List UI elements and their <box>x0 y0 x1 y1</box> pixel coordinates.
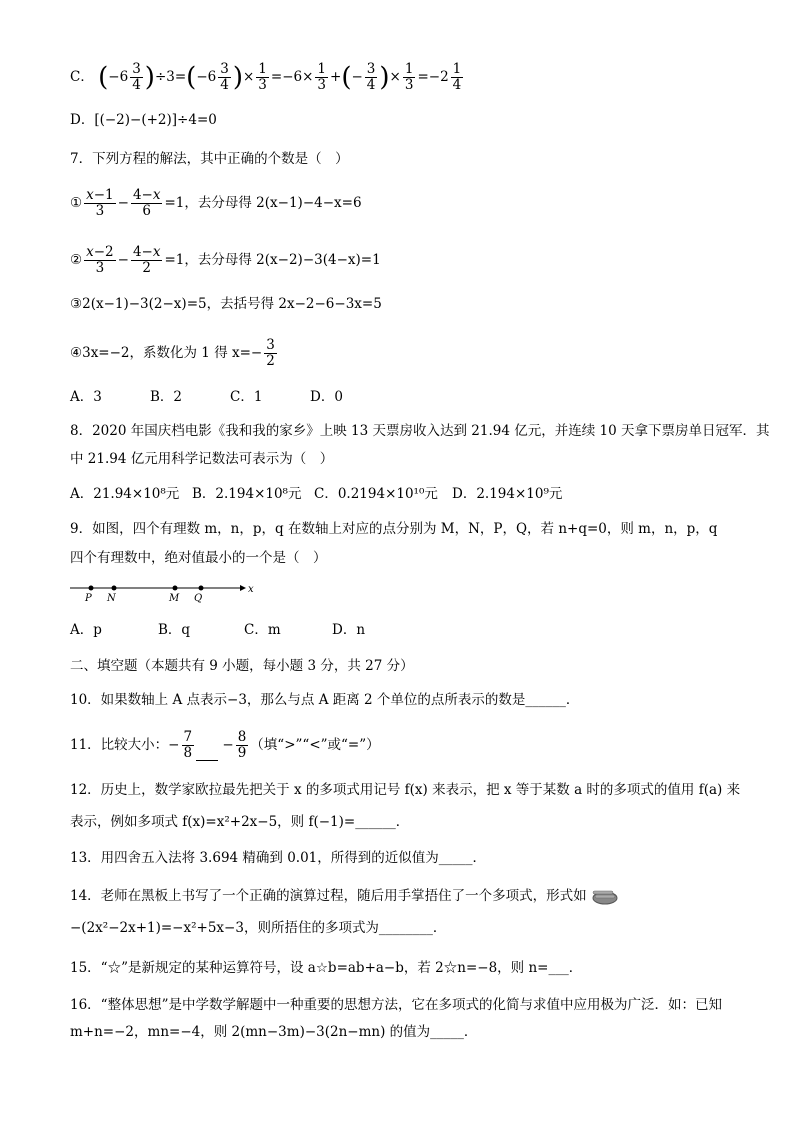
point-m <box>173 586 178 591</box>
q11-blank[interactable] <box>196 760 218 761</box>
q7-option-a[interactable]: A．3 <box>70 389 102 405</box>
label-m: M <box>169 593 180 604</box>
q8-option-d[interactable]: D．2.194×10⁹元 <box>452 486 563 502</box>
question-9-options <box>70 620 365 640</box>
point-n <box>112 586 117 591</box>
option-c-label: C． <box>70 69 94 85</box>
item-2-text: ，去分母得 2(x−2)−3(4−x)=1 <box>184 252 381 268</box>
question-8-line-1: 8．2020 年国庆档电影《我和我的家乡》上映 13 天票房收入达到 21.94 亿元，并连续 10 天拿下票房单日冠军．其 <box>70 423 770 439</box>
q7-option-b[interactable]: B．2 <box>150 389 183 405</box>
item-4-text: ④3x=−2，系数化为 1 得 x=− <box>70 345 263 361</box>
q11-text-b: （填“>”“<”或“=”） <box>250 737 380 753</box>
q14-text: 14．老师在黑板上书写了一个正确的演算过程，随后用手掌捂住了一个多项式，形式如 <box>70 888 587 904</box>
q9-option-a[interactable]: A．p <box>70 622 102 638</box>
question-14-line-1 <box>70 886 619 906</box>
section-2-heading: 二、填空题（本题共有 9 小题，每小题 3 分，共 27 分） <box>70 658 414 674</box>
q8-option-c[interactable]: C．0.2194×10¹⁰元 <box>314 486 438 502</box>
question-15: 15．“☆”是新规定的某种运算符号，设 a☆b=ab+a−b，若 2☆n=−8，则 n=___． <box>70 960 583 976</box>
q8-option-b[interactable]: B．2.194×10⁸元 <box>192 486 302 502</box>
point-p <box>89 586 94 591</box>
item-2-mark: ② <box>70 252 83 268</box>
question-8-options <box>70 484 562 504</box>
q9-option-b[interactable]: B．q <box>158 622 191 638</box>
question-9-line-2: 四个有理数中，绝对值最小的一个是（ ） <box>70 550 327 566</box>
question-7-stem: 7．下列方程的解法，其中正确的个数是（ ） <box>70 151 349 167</box>
q8-option-a[interactable]: A．21.94×10⁸元 <box>70 486 180 502</box>
question-13: 13．用四舍五入法将 3.694 精确到 0.01，所得到的近似值为_____． <box>70 850 487 866</box>
q9-option-c[interactable]: C．m <box>244 622 281 638</box>
option-d-line: D．[(−2)−(+2)]÷4=0 <box>70 112 217 128</box>
label-q: Q <box>194 593 203 604</box>
question-16-line-2: m+n=−2，mn=−4，则 2(mn−3m)−3(2n−mn) 的值为_____． <box>70 1024 478 1040</box>
question-8-line-2: 中 21.94 亿元用科学记数法可表示为（ ） <box>70 451 334 467</box>
q11-text-a: 11．比较大小：− <box>70 737 180 753</box>
q9-option-d[interactable]: D．n <box>332 622 366 638</box>
number-line-figure <box>68 578 268 606</box>
question-10: 10．如果数轴上 A 点表示−3，那么与点 A 距离 2 个单位的点所表示的数是______． <box>70 692 580 708</box>
question-7-item-1: ① $\frac{x-1}{3}$ − $\frac{4-x}{6}$ =1，去分母得 2(x−1)−4−x=6 <box>70 187 362 219</box>
axis-arrow <box>240 585 246 591</box>
q7-option-c[interactable]: C．1 <box>230 389 263 405</box>
question-12-line-1: 12．历史上，数学家欧拉最先把关于 x 的多项式用记号 f(x) 来表示，把 x 等于某数 a 时的多项式的值用 f(a) 来 <box>70 782 741 798</box>
option-c-line: C． (−6 $\frac{3}{4}$ )÷3=(−6 $\frac{3}{4}$ )× $\frac{1}{3}$ =−6× $\frac{1}{3}$ +(− $\frac{3}{4}$ )× $\frac{1}{3}$ =−2 $\frac{1}{4}$ <box>70 61 462 93</box>
palm-icon <box>591 888 619 906</box>
label-p: P <box>85 593 92 604</box>
question-11: 11．比较大小：− $\frac{7}{8}$ − $\frac{8}{9}$ （填“>”“<”或“=”） <box>70 729 380 761</box>
label-n: N <box>107 593 116 604</box>
question-7-item-4: ④3x=−2，系数化为 1 得 x=− $\frac{3}{2}$ <box>70 337 275 369</box>
question-7-item-2: ② $\frac{x-2}{3}$ − $\frac{4-x}{2}$ =1，去分母得 2(x−2)−3(4−x)=1 <box>70 244 381 276</box>
question-9-line-1: 9．如图，四个有理数 m，n，p，q 在数轴上对应的点分别为 M，N，P，Q，若 n+q=0，则 m，n，p，q <box>70 521 718 537</box>
question-7-options <box>70 387 343 407</box>
question-16-line-1: 16．“整体思想”是中学数学解题中一种重要的思想方法，它在多项式的化简与求值中应用极为广泛．如：已知 <box>70 997 722 1013</box>
label-x: x <box>248 584 254 595</box>
q7-option-d[interactable]: D．0 <box>310 389 343 405</box>
item-1-mark: ① <box>70 195 83 211</box>
point-q <box>199 586 204 591</box>
item-1-text: ，去分母得 2(x−1)−4−x=6 <box>184 195 362 211</box>
question-12-line-2: 表示，例如多项式 f(x)=x²+2x−5，则 f(−1)=______． <box>70 814 410 830</box>
question-7-item-3: ③2(x−1)−3(2−x)=5，去括号得 2x−2−6−3x=5 <box>70 296 382 312</box>
question-14-line-2: −(2x²−2x+1)=−x²+5x−3，则所捂住的多项式为________． <box>70 920 447 936</box>
